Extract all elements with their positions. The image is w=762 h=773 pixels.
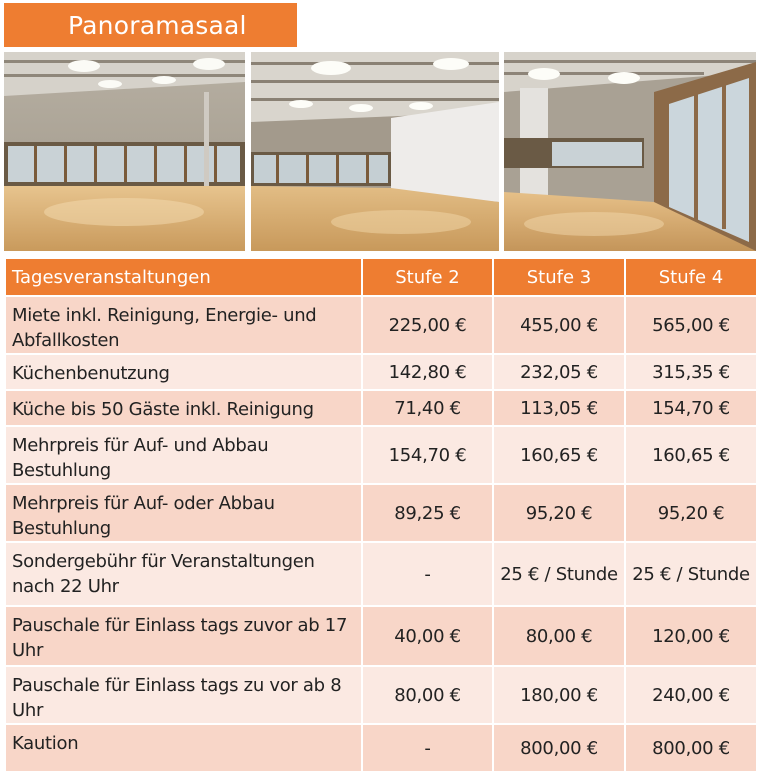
header-tagesveranstaltungen: Tagesveranstaltungen <box>5 258 362 296</box>
table-row <box>5 296 757 354</box>
table-header-row <box>5 258 757 296</box>
hall-photo-center <box>251 52 499 251</box>
row-label: Küchenbenutzung <box>5 354 362 390</box>
row-label: Küche bis 50 Gäste inkl. Reinigung <box>5 390 362 426</box>
table-row <box>5 666 757 724</box>
cell-stufe-4: 160,65 € <box>625 426 757 484</box>
hall-photo-left <box>4 52 245 251</box>
row-label: Mehrpreis für Auf- und Abbau Bestuhlung <box>5 426 362 484</box>
row-label: Pauschale für Einlass tags zu vor ab 8 Uhr <box>5 666 362 724</box>
cell-stufe-3: 180,00 € <box>493 666 625 724</box>
cell-stufe-3: 800,00 € <box>493 724 625 772</box>
cell-stufe-2: - <box>362 542 493 606</box>
cell-stufe-3: 95,20 € <box>493 484 625 542</box>
cell-stufe-4: 800,00 € <box>625 724 757 772</box>
row-label: Miete inkl. Reinigung, Energie- und Abfallkosten <box>5 296 362 354</box>
cell-stufe-2: - <box>362 724 493 772</box>
cell-stufe-3: 113,05 € <box>493 390 625 426</box>
page-title: Panoramasaal <box>68 10 247 40</box>
title-banner <box>4 3 297 47</box>
table-row <box>5 542 757 606</box>
cell-stufe-4: 240,00 € <box>625 666 757 724</box>
hall-photo-right <box>504 52 756 251</box>
cell-stufe-3: 160,65 € <box>493 426 625 484</box>
row-label: Kaution <box>5 724 362 772</box>
cell-stufe-2: 89,25 € <box>362 484 493 542</box>
header-stufe-2: Stufe 2 <box>362 258 493 296</box>
cell-stufe-3: 232,05 € <box>493 354 625 390</box>
table-row <box>5 390 757 426</box>
table-row <box>5 426 757 484</box>
row-label: Sondergebühr für Veranstaltungen nach 22 Uhr <box>5 542 362 606</box>
row-label: Mehrpreis für Auf- oder Abbau Bestuhlung <box>5 484 362 542</box>
table-row <box>5 724 757 772</box>
cell-stufe-4: 154,70 € <box>625 390 757 426</box>
cell-stufe-4: 565,00 € <box>625 296 757 354</box>
cell-stufe-4: 95,20 € <box>625 484 757 542</box>
cell-stufe-4: 25 € / Stunde <box>625 542 757 606</box>
price-table <box>4 257 758 773</box>
header-stufe-3: Stufe 3 <box>493 258 625 296</box>
cell-stufe-2: 80,00 € <box>362 666 493 724</box>
table-row <box>5 606 757 666</box>
cell-stufe-2: 154,70 € <box>362 426 493 484</box>
cell-stufe-3: 25 € / Stunde <box>493 542 625 606</box>
cell-stufe-4: 315,35 € <box>625 354 757 390</box>
row-label: Pauschale für Einlass tags zuvor ab 17 Uhr <box>5 606 362 666</box>
cell-stufe-2: 71,40 € <box>362 390 493 426</box>
cell-stufe-2: 142,80 € <box>362 354 493 390</box>
cell-stufe-3: 80,00 € <box>493 606 625 666</box>
table-row <box>5 484 757 542</box>
cell-stufe-3: 455,00 € <box>493 296 625 354</box>
cell-stufe-2: 40,00 € <box>362 606 493 666</box>
cell-stufe-2: 225,00 € <box>362 296 493 354</box>
table-row <box>5 354 757 390</box>
header-stufe-4: Stufe 4 <box>625 258 757 296</box>
cell-stufe-4: 120,00 € <box>625 606 757 666</box>
